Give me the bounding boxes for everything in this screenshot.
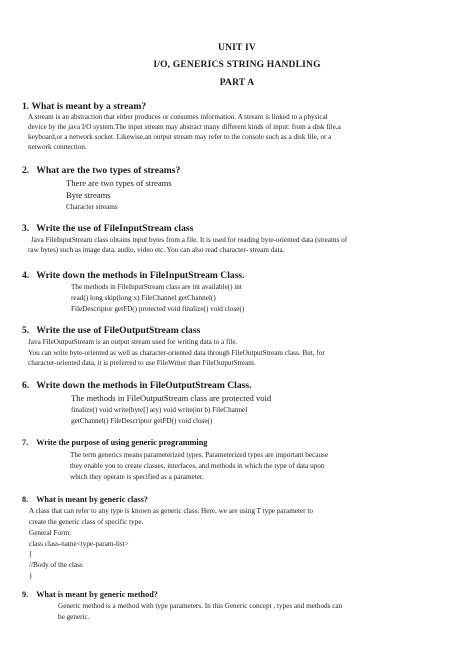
subject-title: I/O, GENERICS STRING HANDLING [153,60,321,70]
answer-line: Java FileOutputStream is an output stream used for writing data to a file. [28,338,238,346]
answer-line: } [29,572,33,580]
question-heading: 9. What is meant by generic method? [22,590,158,599]
answer-line: The methods in FileOutputStream class are protected void [71,393,272,403]
answer-line: create the generic class of specific type. [29,518,144,526]
answer-line: Character streams [66,203,118,211]
answer-line: General Form: [29,529,72,537]
question-heading: 1. What is meant by a stream? [22,101,147,112]
question-heading: 8. What is meant by generic class? [22,495,148,504]
answer-line: A class that can refer to any type is known as generic class. Here, we are using T type parameter to [29,507,313,515]
question-3 [22,223,452,235]
answer-line: There are two types of streams [66,178,172,188]
answer-line: The term generics means parameterized types. Parameterized types are important because [70,451,329,459]
question-heading: 3. Write the use of FileInputStream class [22,223,194,234]
question-8 [22,494,452,506]
answer-line: You can write byte-oriented as well as character-oriented data through FileOutputStream class. But, for [28,349,325,357]
answer-line: The methods in FileInputStream class are int available() int [71,283,242,291]
answer-line: be generic. [58,613,90,621]
question-4 [22,270,452,282]
answer-line: Generic method is a method with type parameters. In this Generic concept , types and methods can [58,602,343,610]
answer-line: keyboard,or a network socket. Likewise,an output stream may refer to the console such as a disk file, or a [28,133,332,141]
answer-line: device by the java I/O system.The input stream may abstract many different kinds of input: from a disk file,a [28,123,341,131]
answer-line: read() long skip(long x) FileChannel getChannel() [71,294,216,302]
question-heading: 5. Write the use of FileOutputStream class [22,325,201,336]
answer-line: which they operate is specified as a parameter. [70,473,204,481]
question-2 [22,165,452,177]
answer-line: they enable you to create classes, interfaces, and methods in which the type of data upon [70,462,325,470]
answer-line: Java FileInputStream class obtains input bytes from a file. It is used for reading byte-oriented data (streams of [31,236,348,244]
question-heading: 4. Write down the methods in FileInputStream Class. [22,270,245,281]
answer-line: character-oriented data, it is preferred to use FileWriter than FileOutputStream. [28,359,256,367]
answer-line: //Body of the class [29,561,83,569]
answer-line: class class-name<type-param-list> [29,540,129,548]
question-9 [22,589,452,601]
answer-line: finalize() void write(byte[] ary) void write(int b) FileChannel [71,406,248,414]
question-heading: 6. Write down the methods in FileOutputStream Class. [22,380,252,391]
question-6 [22,380,452,392]
answer-line: raw bytes) such as image data, audio, video etc. You can also read character- stream data. [28,246,285,254]
question-1 [22,101,452,113]
answer-line: network connection. [28,143,87,151]
question-5 [22,325,452,337]
answer-line: A stream is an abstraction that either produces or consumes information. A stream is linked to a physical [28,113,328,121]
answer-line: { [29,550,33,558]
question-heading: 7. Write the purpose of using generic programming [22,438,208,447]
question-heading: 2. What are the two types of streams? [22,165,181,176]
part-title: PART A [219,78,255,88]
answer-line: FileDescriptor getFD() protected void finalize() void close() [71,305,245,313]
question-7 [22,437,452,449]
answer-line: getChannel() FileDescriptor getFD() void close() [71,417,213,425]
unit-title: UNIT IV [218,43,256,53]
answer-line: Byte streams [66,190,111,200]
